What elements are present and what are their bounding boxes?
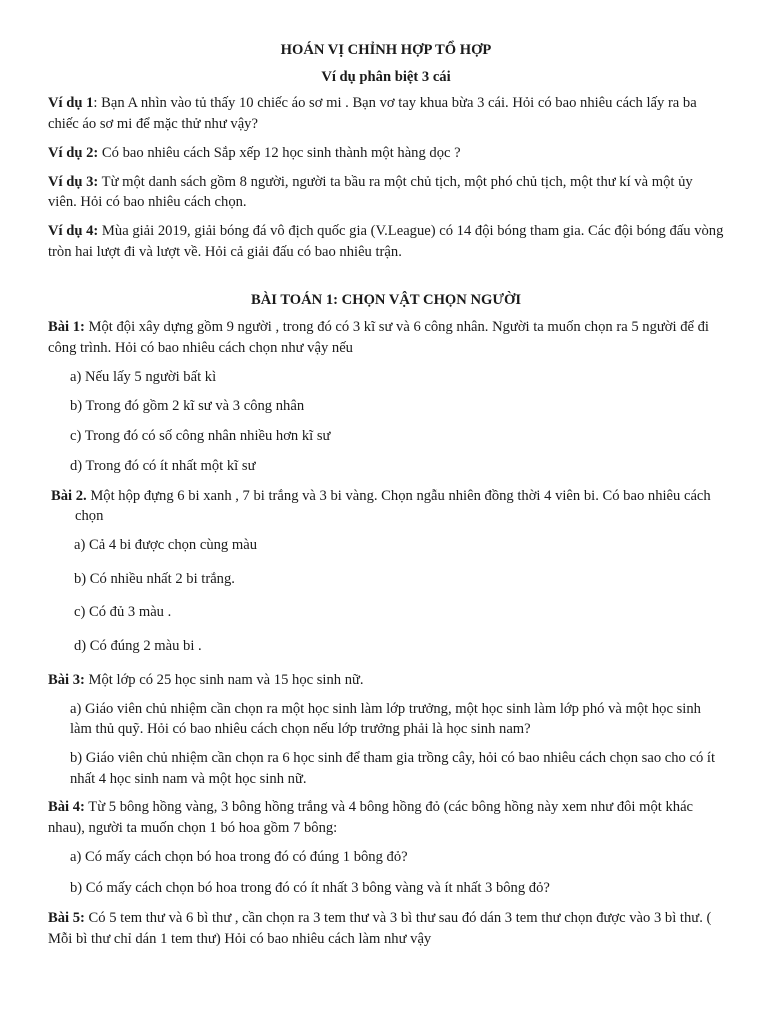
example-text: Từ một danh sách gồm 8 người, người ta bầu ra một chủ tịch, một phó chủ tịch, một thư kí và một ủy viên. Hỏi có bao nhiêu cách chọn.	[48, 173, 693, 211]
exercise-4-item-b: b) Có mấy cách chọn bó hoa trong đó có ít nhất 3 bông vàng và ít nhất 3 bông đỏ?	[70, 879, 550, 896]
exercise-label: Bài 1:	[48, 319, 85, 336]
exercise-1	[48, 317, 724, 358]
example-3	[48, 172, 724, 213]
example-label: Ví dụ 2:	[48, 144, 99, 161]
exercise-1-item-d: d) Trong đó có ít nhất một kĩ sư	[70, 457, 256, 474]
exercise-text: Từ 5 bông hồng vàng, 3 bông hồng trắng và 4 bông hồng đỏ (các bông hồng này xem như đôi một khác nhau), người ta muốn chọn 1 bó hoa gồm 7 bông:	[48, 799, 694, 837]
exercise-label: Bài 3:	[48, 671, 85, 688]
example-label: Ví dụ 3:	[48, 173, 99, 190]
example-label: Ví dụ 1	[48, 95, 94, 112]
exercise-3	[48, 670, 724, 691]
example-separator: :	[93, 95, 98, 112]
exercise-2-item-c: c) Có đủ 3 màu .	[74, 604, 172, 621]
exercise-text: Một hộp đựng 6 bi xanh , 7 bi trắng và 3 bi vàng. Chọn ngẫu nhiên đồng thời 4 viên bi. Có bao nhiêu cách chọn	[75, 487, 711, 525]
exercise-label: Bài 4:	[48, 799, 85, 816]
exercise-3-item-a: a) Giáo viên chủ nhiệm cần chọn ra một học sinh làm lớp trưởng, một học sinh làm lớp phó và một học sinh làm thủ quỹ. Hỏi có bao nhiêu cách chọn nếu lớp trưởng phải là học sinh nam?	[70, 700, 701, 738]
page-subtitle: Ví dụ phân biệt 3 cái	[321, 68, 451, 85]
exercise-2-item-b: b) Có nhiều nhất 2 bi trắng.	[74, 570, 235, 587]
example-4	[48, 221, 724, 262]
exercise-5	[48, 908, 724, 949]
exercise-2-item-d: d) Có đúng 2 màu bi .	[74, 638, 202, 655]
example-text: Bạn A nhìn vào tủ thấy 10 chiếc áo sơ mi . Bạn vơ tay khua bừa 3 cái. Hỏi có bao nhiêu cách lấy ra ba chiếc áo sơ mi để mặc thử như vậy?	[48, 95, 697, 133]
example-text: Mùa giải 2019, giải bóng đá vô địch quốc gia (V.League) có 14 đội bóng tham gia. Các đội bóng đấu vòng tròn hai lượt đi và lượt về. Hỏi cả giải đấu có bao nhiêu trận.	[48, 223, 724, 260]
example-text: Có bao nhiêu cách Sắp xếp 12 học sinh thành một hàng dọc ?	[98, 144, 461, 161]
exercise-1-item-b: b) Trong đó gồm 2 kĩ sư và 3 công nhân	[70, 398, 305, 415]
exercise-text: Có 5 tem thư và 6 bì thư , cần chọn ra 3 tem thư và 3 bì thư sau đó dán 3 tem thư chọn được vào 3 bì thư. ( Mỗi bì thư chỉ dán 1 tem thư) Hỏi có bao nhiêu cách làm như vậy	[48, 910, 712, 947]
exercise-label: Bài 2.	[51, 487, 87, 504]
example-2	[48, 143, 724, 164]
section-title: BÀI TOÁN 1: CHỌN VẬT CHỌN NGƯỜI	[250, 292, 522, 309]
exercise-4-item-a: a) Có mấy cách chọn bó hoa trong đó có đúng 1 bông đỏ?	[70, 848, 408, 865]
example-1	[48, 93, 724, 134]
exercise-2	[51, 486, 724, 527]
exercise-text: Một đội xây dựng gồm 9 người , trong đó có 3 kĩ sư và 6 công nhân. Người ta muốn chọn ra 5 người để đi công trình. Hỏi có bao nhiêu cách chọn như vậy nếu	[48, 319, 709, 356]
example-label: Ví dụ 4:	[48, 223, 99, 240]
exercise-label: Bài 5:	[48, 910, 85, 927]
exercise-4	[48, 797, 724, 838]
page-title: HOÁN VỊ CHỈNH HỢP TỔ HỢP	[280, 42, 492, 58]
exercise-text: Một lớp có 25 học sinh nam và 15 học sinh nữ.	[84, 671, 364, 688]
exercise-3-item-b: b) Giáo viên chủ nhiệm cần chọn ra 6 học sinh để tham gia trồng cây, hỏi có bao nhiêu cách chọn sao cho có ít nhất 4 học sinh nam và một học sinh nữ.	[70, 749, 716, 787]
exercise-1-item-c: c) Trong đó có số công nhân nhiều hơn kĩ sư	[70, 428, 331, 445]
exercise-1-item-a: a) Nếu lấy 5 người bất kì	[70, 368, 217, 385]
exercise-2-item-a: a) Cả 4 bi được chọn cùng màu	[74, 536, 257, 553]
